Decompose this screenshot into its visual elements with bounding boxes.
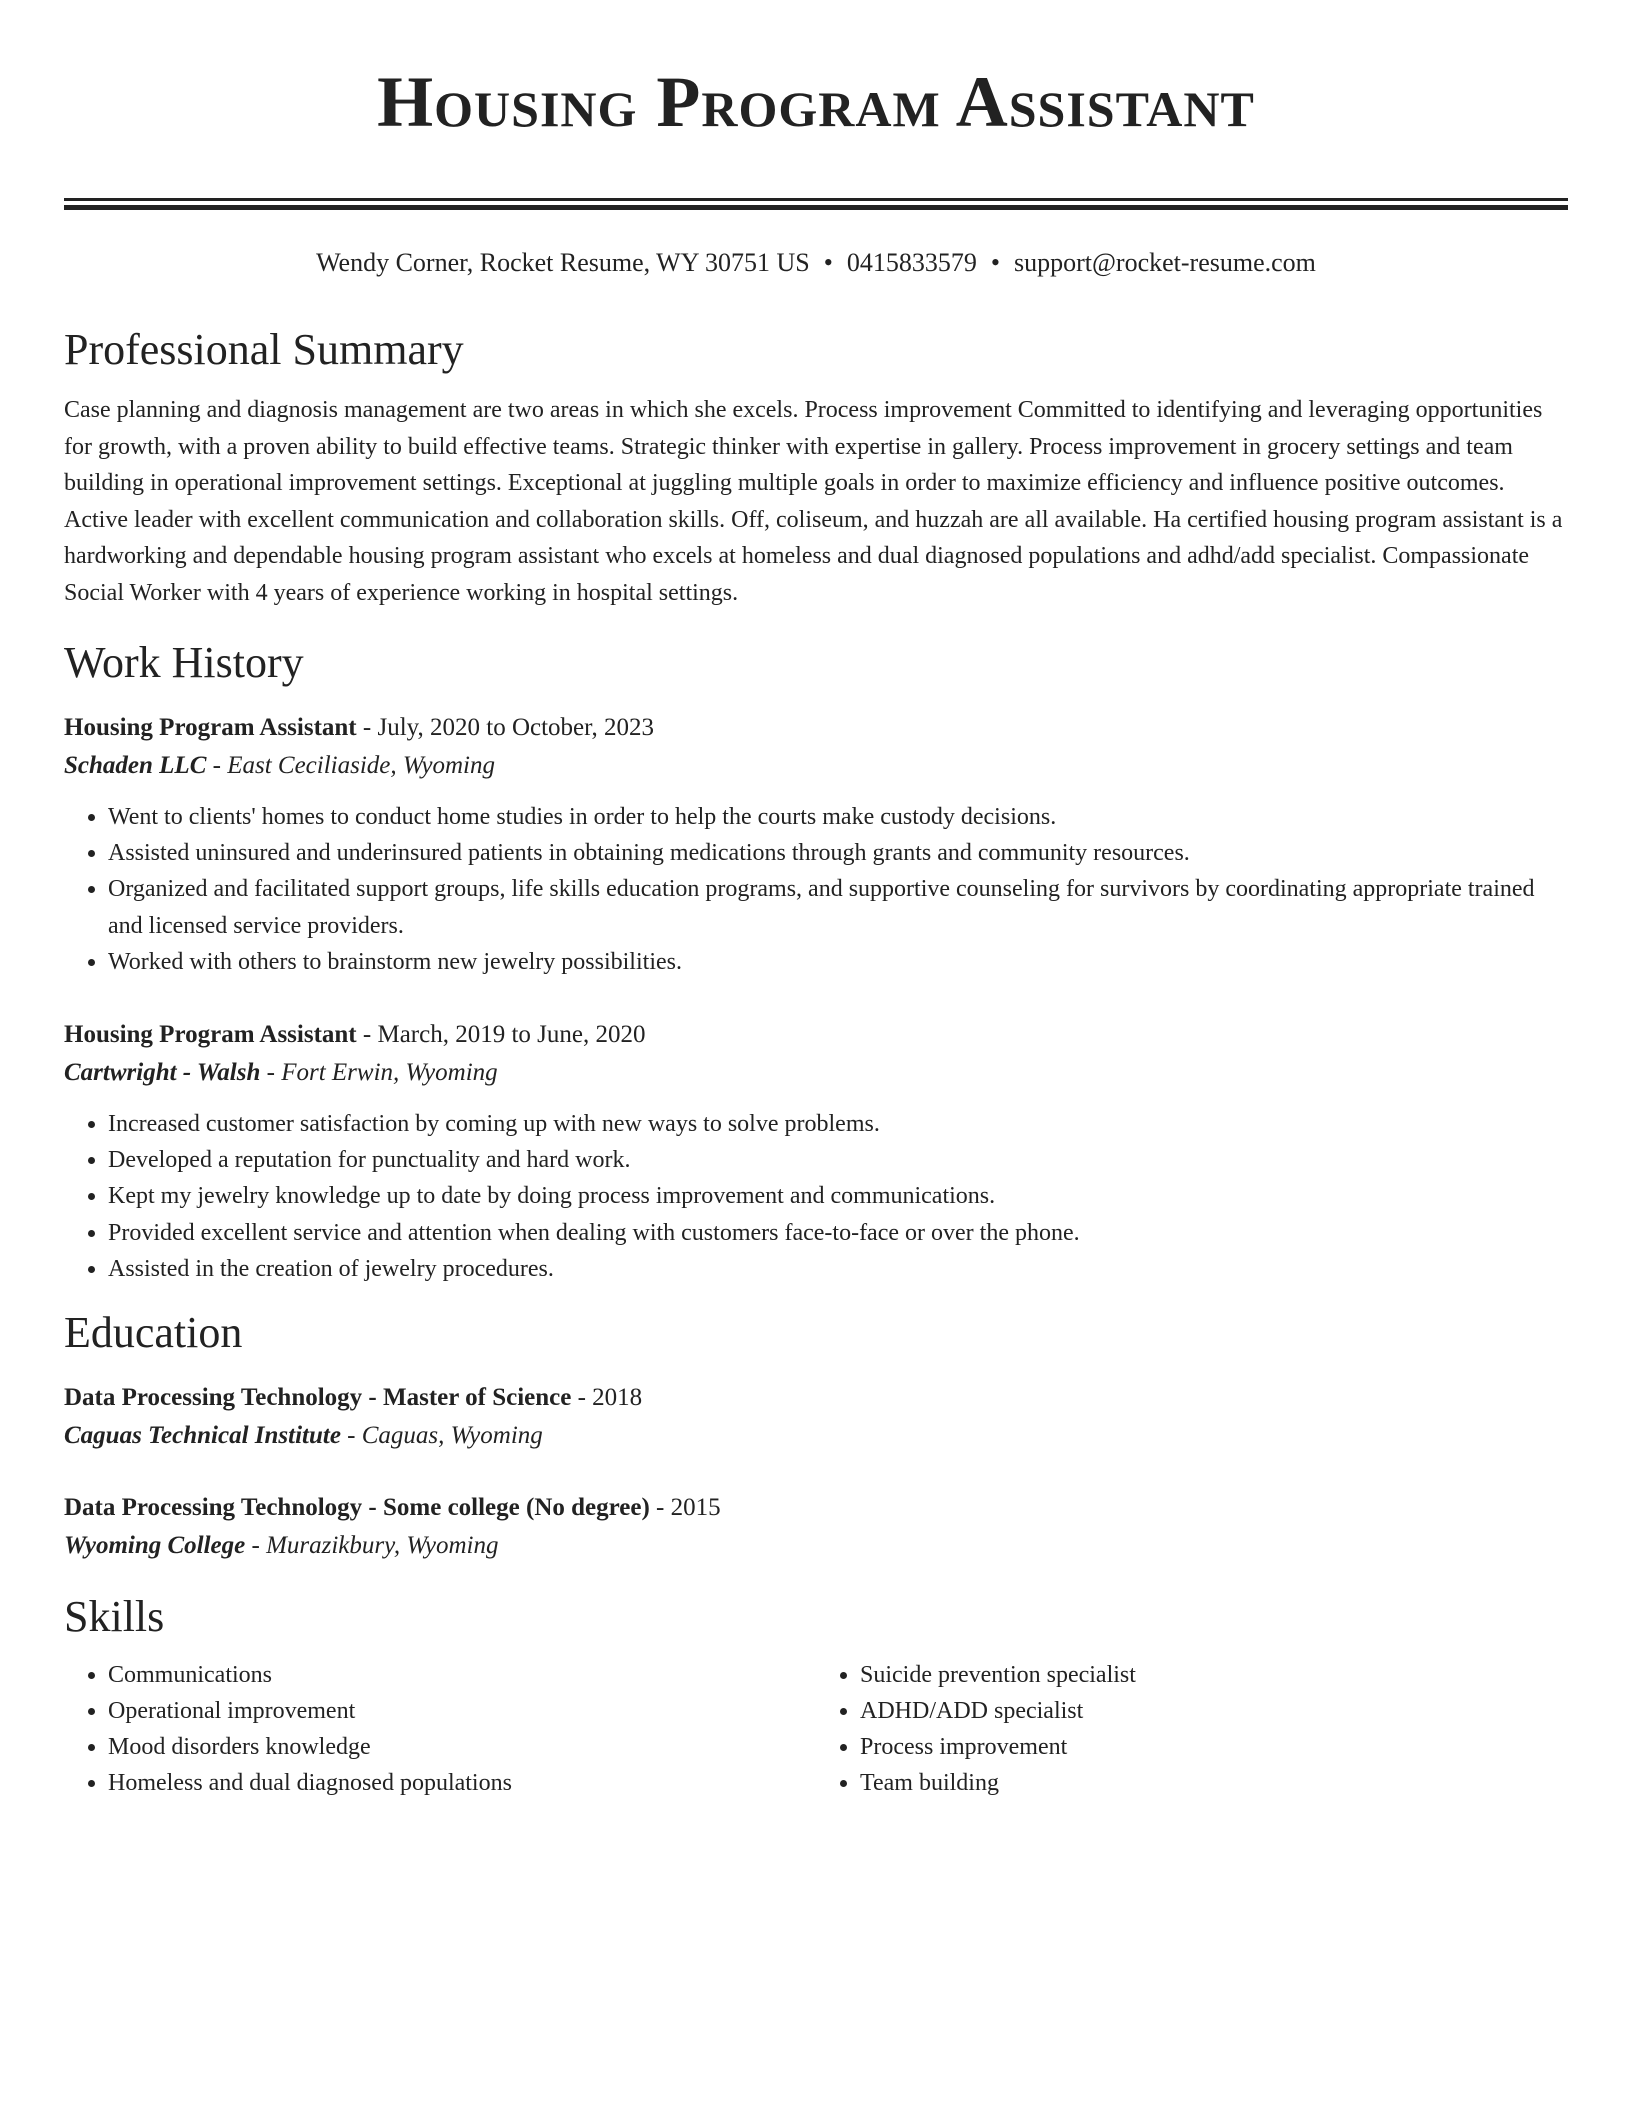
education-entry bbox=[64, 1489, 1568, 1565]
education-section bbox=[64, 1305, 1568, 1565]
skill-item: • Suicide prevention specialist bbox=[860, 1657, 1568, 1693]
job-dates: - July, 2020 to October, 2023 bbox=[356, 714, 654, 741]
summary-section bbox=[64, 322, 1568, 611]
job-role: Housing Program Assistant bbox=[64, 714, 357, 741]
education-header bbox=[64, 1379, 1568, 1417]
job-bullet: • Organized and facilitated support groups, life skills education programs, and supportive counseling for survivors by coordinating appropriate trained and licensed service providers. bbox=[108, 871, 1568, 943]
job-entry bbox=[64, 709, 1568, 980]
skill-item: • Operational improvement bbox=[108, 1693, 816, 1729]
job-company: Schaden LLC bbox=[64, 752, 207, 779]
job-bullet: • Increased customer satisfaction by coming up with new ways to solve problems. bbox=[108, 1106, 1568, 1142]
job-bullet: • Assisted uninsured and underinsured patients in obtaining medications through grants and community resources. bbox=[108, 835, 1568, 871]
skill-item: • Communications bbox=[108, 1657, 816, 1693]
skill-item: • Team building bbox=[860, 1765, 1568, 1801]
summary-heading: Professional Summary bbox=[64, 325, 464, 374]
education-school-line bbox=[64, 1417, 1568, 1455]
job-employer-line bbox=[64, 747, 1568, 785]
job-role: Housing Program Assistant bbox=[64, 1021, 357, 1049]
skills-heading: Skills bbox=[64, 1592, 165, 1642]
education-school-line bbox=[64, 1527, 1568, 1565]
skill-item: • ADHD/ADD specialist bbox=[860, 1693, 1568, 1729]
job-company: Cartwright - Walsh bbox=[64, 1059, 261, 1087]
summary-text: Case planning and diagnosis management are two areas in which she excels. Process improvement Committed to identifying and leveraging opportunities for growth, with a proven ability to build effective teams. Strategic thinker with expertise in gallery. Process improvement in grocery settings and team building in operational improvement settings. Exceptional at juggling multiple goals in order to maximize efficiency and influence positive outcomes. Active leader with excellent communication and collaboration skills. Off, coliseum, and huzzah are all available. Ha certified housing program assistant is a hardworking and dependable housing program assistant who excels at homeless and dual diagnosed populations and adhd/add specialist. Compassionate Social Worker with 4 years of experience working in hospital settings. bbox=[64, 397, 1563, 606]
contact-address: Wendy Corner, Rocket Resume, WY 30751 US bbox=[316, 248, 810, 277]
job-dates: - March, 2019 to June, 2020 bbox=[356, 1021, 646, 1049]
education-year: - 2018 bbox=[571, 1384, 643, 1412]
contact-line bbox=[64, 246, 1568, 280]
skills-columns bbox=[64, 1657, 1568, 1801]
skills-section bbox=[64, 1589, 1568, 1801]
job-header bbox=[64, 1016, 1568, 1054]
job-bullet: • Developed a reputation for punctuality and hard work. bbox=[108, 1142, 1568, 1178]
job-bullets bbox=[64, 1106, 1568, 1287]
job-bullet: • Worked with others to brainstorm new jewelry possibilities. bbox=[108, 944, 1568, 980]
title-divider bbox=[64, 198, 1568, 210]
contact-separator: • bbox=[990, 248, 1000, 277]
job-bullet: • Assisted in the creation of jewelry procedures. bbox=[108, 1251, 1568, 1287]
skill-item: • Process improvement bbox=[860, 1729, 1568, 1765]
contact-email: support@rocket-resume.com bbox=[1013, 248, 1316, 277]
education-year: - 2015 bbox=[649, 1494, 721, 1522]
work-history-heading: Work History bbox=[64, 638, 304, 687]
education-heading: Education bbox=[64, 1308, 243, 1358]
contact-separator: • bbox=[823, 248, 833, 277]
skill-item: • Mood disorders knowledge bbox=[108, 1729, 816, 1765]
work-history-section bbox=[64, 635, 1568, 1287]
skills-list-left bbox=[64, 1657, 816, 1801]
resume-title: Housing Program Assistant bbox=[377, 62, 1255, 142]
skill-item: • Homeless and dual diagnosed populations bbox=[108, 1765, 816, 1801]
job-bullet: • Went to clients' homes to conduct home studies in order to help the courts make custody decisions. bbox=[108, 799, 1568, 835]
job-location: - Fort Erwin, Wyoming bbox=[260, 1059, 498, 1087]
education-school: Wyoming College bbox=[64, 1532, 246, 1560]
contact-phone: 0415833579 bbox=[846, 248, 977, 277]
education-school: Caguas Technical Institute bbox=[64, 1422, 341, 1450]
education-degree: Data Processing Technology - Master of Science bbox=[64, 1384, 572, 1412]
job-header bbox=[64, 709, 1568, 747]
education-location: - Caguas, Wyoming bbox=[340, 1422, 543, 1450]
job-bullet: • Provided excellent service and attention when dealing with customers face-to-face or over the phone. bbox=[108, 1215, 1568, 1251]
education-location: - Murazikbury, Wyoming bbox=[245, 1532, 499, 1560]
job-entry bbox=[64, 1016, 1568, 1287]
education-entry bbox=[64, 1379, 1568, 1455]
job-location: - East Ceciliaside, Wyoming bbox=[206, 752, 495, 779]
education-degree: Data Processing Technology - Some college (No degree) bbox=[64, 1494, 650, 1522]
job-bullet: • Kept my jewelry knowledge up to date by doing process improvement and communications. bbox=[108, 1178, 1568, 1214]
education-header bbox=[64, 1489, 1568, 1527]
job-bullets bbox=[64, 799, 1568, 980]
job-employer-line bbox=[64, 1054, 1568, 1092]
skills-list-right bbox=[816, 1657, 1568, 1801]
